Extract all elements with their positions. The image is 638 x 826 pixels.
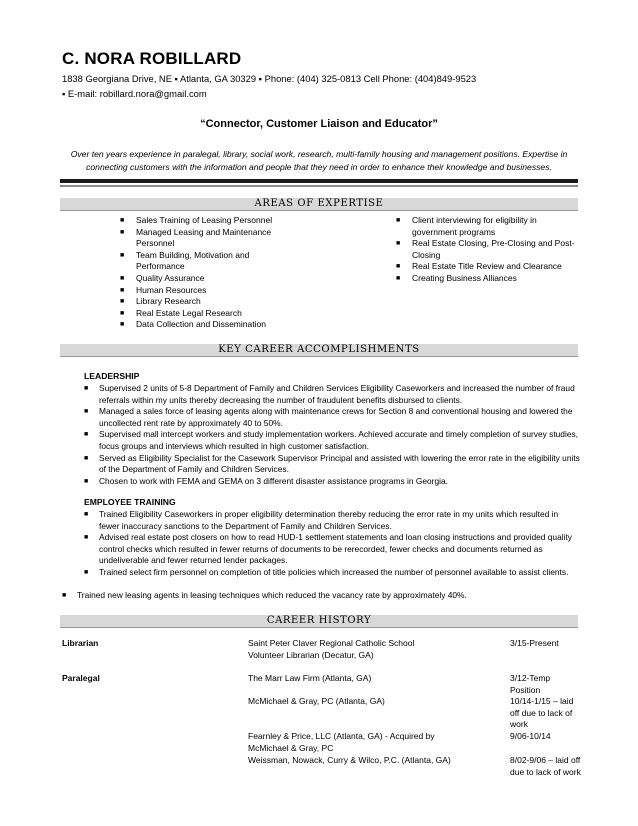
square-bullet-icon: ■ [396, 274, 401, 282]
square-bullet-icon: ■ [396, 263, 401, 271]
square-bullet-icon: ■ [120, 251, 125, 259]
square-bullet-icon: ■ [396, 217, 401, 224]
history-org-line2: Volunteer Librarian (Decatur, GA) [248, 650, 374, 660]
training-list-outdented [62, 590, 578, 602]
list-item: ■ Real Estate Title Review and Clearance [396, 261, 562, 272]
square-bullet-icon: ■ [84, 511, 89, 518]
divider-thin [60, 185, 578, 187]
history-org: Weissman, Nowack, Curry & Wilco, P.C. (Atlanta, GA) [248, 755, 451, 765]
square-bullet-icon: ■ [84, 568, 89, 576]
square-bullet-icon: ■ [84, 454, 89, 462]
list-item: ■ Team Building, Motivation and Performance [120, 249, 250, 272]
list-item: ■ Human Resources [120, 284, 207, 295]
list-item: ■ Sales Training of Leasing Personnel [120, 215, 273, 225]
leadership-list [84, 383, 580, 487]
square-bullet-icon: ■ [84, 408, 89, 416]
expertise-list-left [120, 215, 280, 331]
square-bullet-icon: ■ [120, 286, 125, 294]
square-bullet-icon: ■ [120, 217, 125, 224]
list-item: ■ Trained select firm personnel on completion of title policies which increased the number of personnel available to assist clients. [84, 566, 569, 577]
candidate-name: C. NORA ROBILLARD [62, 49, 242, 68]
history-org: Fearnley & Price, LLC (Atlanta, GA) - Acquired by [248, 731, 435, 741]
expertise-heading: AREAS OF EXPERTISE [60, 198, 578, 210]
history-dates: 3/12-Temp Position [510, 673, 551, 695]
list-item: ■ Quality Assurance [120, 272, 205, 283]
expertise-list-right [396, 215, 576, 285]
list-item: ■ Real Estate Legal Research [120, 307, 242, 318]
tagline: “Connector, Customer Liaison and Educator” [200, 118, 438, 130]
list-item: ■ Client interviewing for eligibility in government programs [396, 215, 537, 237]
history-dates: 8/02-9/06 – laid off due to lack of work [510, 755, 581, 777]
list-item: ■ Served as Eligibility Specialist for the Casework Supervisor Principal and assisted with lowering the error rate in the eligibility units of the Department of Family and Children Services. [84, 452, 580, 475]
history-org-line2: McMichael & Gray, PC [248, 743, 334, 753]
history-org: Saint Peter Claver Regional Catholic School [248, 638, 415, 648]
history-dates: 3/15-Present [510, 638, 559, 648]
square-bullet-icon: ■ [120, 228, 125, 236]
summary-paragraph: Over ten years experience in paralegal, library, social work, research, multi-family housing and management positions. Expertise in connecting customers with the information and people that they need in order to enhance their knowledge and businesses. [70, 149, 568, 172]
history-dates: 10/14-1/15 – laid off due to lack of work [510, 696, 574, 730]
list-item: ■ Supervised 2 units of 5-8 Department of Family and Children Services Eligibility Caseworkers and increased the number of fraud referrals within my units thereby decreasing the number of fraudulent benefits disbursed to clients. [84, 383, 575, 405]
list-item: ■ Library Research [120, 296, 201, 307]
square-bullet-icon: ■ [120, 321, 125, 329]
list-item: ■ Real Estate Closing, Pre-Closing and Post-Closing [396, 238, 575, 260]
square-bullet-icon: ■ [120, 309, 125, 317]
list-item: ■ Trained new leasing agents in leasing techniques which reduced the vacancy rate by approximately 40%. [62, 590, 467, 600]
contact-address-line: 1838 Georgiana Drive, NE ▪ Atlanta, GA 30329 ▪ Phone: (404) 325-0813 Cell Phone: (404)849-9523 [62, 73, 477, 84]
expertise-heading-rule [60, 210, 578, 211]
list-item: ■ Managed Leasing and Maintenance Personnel [120, 226, 272, 249]
square-bullet-icon: ■ [84, 477, 89, 485]
history-role: Paralegal [62, 673, 100, 683]
list-item: ■ Trained Eligibility Caseworkers in proper eligibility determination thereby reducing the error rate in my units which resulted in fewer inaccuracy sanctions to the Department of Family and Children Services. [84, 509, 559, 531]
history-heading-rule [60, 627, 578, 628]
divider-thick [60, 179, 578, 183]
training-subheading: EMPLOYEE TRAINING [84, 497, 176, 507]
contact-email-line: ▪ E-mail: robillard.nora@gmail.com [62, 88, 207, 99]
square-bullet-icon: ■ [396, 240, 401, 248]
training-list [84, 509, 580, 579]
list-item: ■ Managed a sales force of leasing agents along with maintenance crews for Section 8 and conventional housing and lowered the uncollected rent rate by approximately 40 to 50%. [84, 406, 573, 428]
history-role: Librarian [62, 638, 99, 648]
list-item: ■ Supervised mall intercept workers and study implementation workers. Achieved accurate and timely completion of survey studies, focus groups and interviews which resulted in high customer satisfaction. [84, 429, 578, 451]
square-bullet-icon: ■ [120, 274, 125, 282]
history-dates: 9/06-10/14 [510, 731, 551, 741]
list-item: ■ Advised real estate post closers on how to read HUD-1 settlement statements and loan closing instructions and provided quality control checks which resulted in fewer returns of documents to be rerecorded, fewer checks and documents returned as undeliverable and fewer returned lender packages. [84, 532, 572, 566]
list-item: ■ Chosen to work with FEMA and GEMA on 3 different disaster assistance programs in Georgia. [84, 475, 448, 486]
square-bullet-icon: ■ [84, 534, 89, 542]
accomplishments-heading: KEY CAREER ACCOMPLISHMENTS [60, 344, 578, 356]
list-item: ■ Data Collection and Dissemination [120, 319, 266, 330]
square-bullet-icon: ■ [62, 592, 67, 599]
history-org: The Marr Law Firm (Atlanta, GA) [248, 673, 372, 683]
history-org: McMichael & Gray, PC (Atlanta, GA) [248, 696, 385, 706]
leadership-subheading: LEADERSHIP [84, 371, 140, 381]
square-bullet-icon: ■ [120, 298, 125, 306]
square-bullet-icon: ■ [84, 385, 89, 392]
square-bullet-icon: ■ [84, 431, 89, 439]
history-heading: CAREER HISTORY [60, 615, 578, 627]
list-item: ■ Creating Business Alliances [396, 272, 517, 283]
accomplishments-heading-rule [60, 356, 578, 357]
